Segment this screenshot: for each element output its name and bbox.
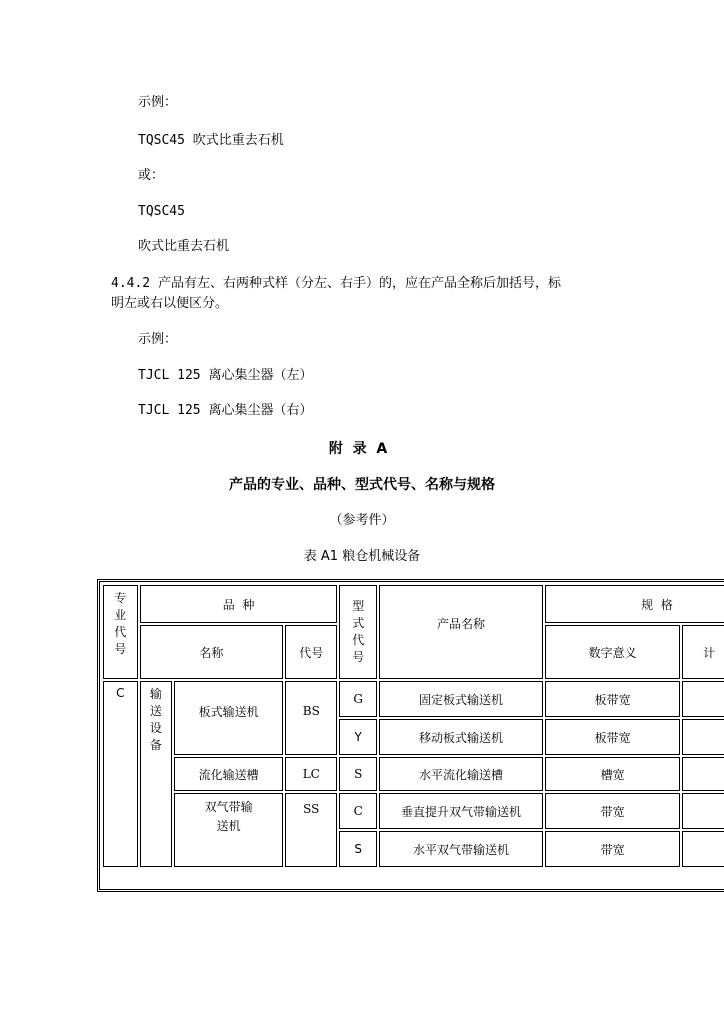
unit-cell: [682, 719, 724, 755]
clause-4-4-2-line1: 4.4.2 产品有左、右两种式样（分左、右手）的，应在产品全称后加括号，标: [111, 276, 561, 291]
tqsc-name-line: 吹式比重去石机: [138, 239, 230, 254]
unit-cell: [682, 793, 724, 829]
numeric-meaning-cell: 板带宽: [545, 681, 680, 717]
product-name-cell: 垂直提升双气带输送机: [379, 793, 543, 829]
tqsc-code-line: TQSC45: [138, 204, 185, 219]
numeric-meaning-cell: 槽宽: [545, 757, 680, 791]
type-code-cell: Y: [339, 719, 377, 755]
product-table-frame: [97, 579, 724, 892]
header-specialty-code: 专业代号: [103, 585, 138, 679]
tjcl-left-line: TJCL 125 离心集尘器（左）: [138, 368, 313, 383]
numeric-meaning-cell: 带宽: [545, 793, 680, 829]
header-type-code: 型式代号: [339, 585, 377, 679]
numeric-meaning-cell: 带宽: [545, 831, 680, 867]
specialty-code-cell: C: [103, 681, 138, 867]
product-name-cell: 移动板式输送机: [379, 719, 543, 755]
header-numeric-meaning: 数字意义: [545, 625, 680, 679]
unit-cell: [682, 757, 724, 791]
product-name-cell: 固定板式输送机: [379, 681, 543, 717]
product-name-cell: 水平流化输送槽: [379, 757, 543, 791]
type-code-cell: G: [339, 681, 377, 717]
header-unit: 计: [682, 625, 724, 679]
or-label: 或：: [138, 168, 165, 183]
type-code-cell: C: [339, 793, 377, 829]
example-label-1: 示例：: [138, 95, 178, 110]
header-variety: 品 种: [140, 585, 338, 623]
tqsc-full-line: TQSC45 吹式比重去石机: [138, 133, 284, 148]
clause-4-4-2-line2: 明左或右以便区分。: [111, 296, 229, 311]
product-name-cell: 水平双气带输送机: [379, 831, 543, 867]
header-product-name: 产品名称: [379, 585, 543, 679]
unit-cell: [682, 831, 724, 867]
appendix-note: （参考件）: [329, 513, 395, 528]
table-caption: 表 A1 粮仓机械设备: [303, 549, 421, 564]
unit-cell: [682, 681, 724, 717]
type-code-cell: S: [339, 757, 377, 791]
variety-name-cell: 流化输送槽: [174, 757, 283, 791]
variety-code-cell: LC: [285, 757, 337, 791]
variety-name-cell: 双气带输送机: [174, 793, 283, 867]
tjcl-right-line: TJCL 125 离心集尘器（右）: [138, 403, 313, 418]
header-code: 代号: [285, 625, 337, 679]
header-name: 名称: [140, 625, 284, 679]
numeric-meaning-cell: 板带宽: [545, 719, 680, 755]
category-cell: 输送设备: [140, 681, 173, 867]
variety-code-cell: SS: [285, 793, 337, 867]
header-spec: 规 格: [545, 585, 724, 623]
type-code-cell: S: [339, 831, 377, 867]
variety-code-cell: BS: [285, 681, 337, 755]
product-spec-table: [101, 583, 724, 869]
example-label-2: 示例：: [138, 332, 178, 347]
appendix-subtitle: 产品的专业、品种、型式代号、名称与规格: [229, 477, 495, 493]
variety-name-cell: 板式输送机: [174, 681, 283, 755]
appendix-heading: 附 录 A: [328, 441, 388, 457]
